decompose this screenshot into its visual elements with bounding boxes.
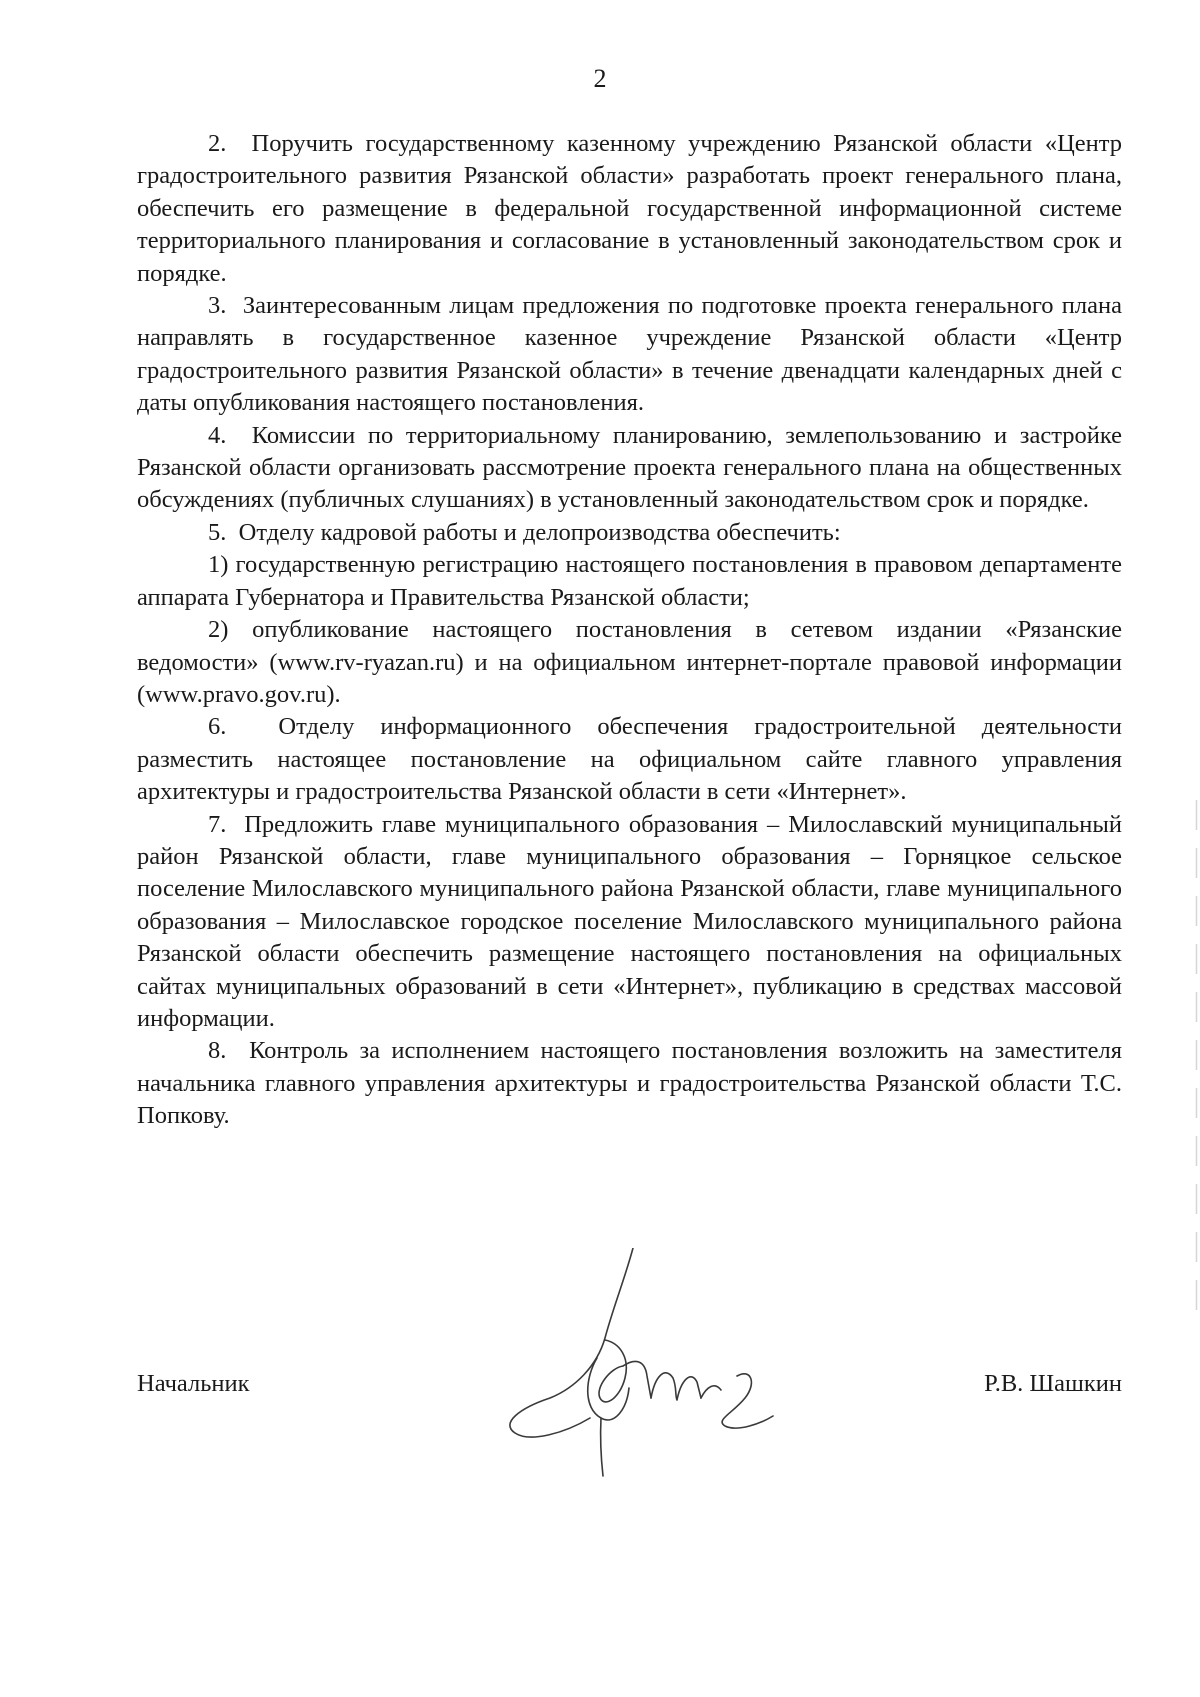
paragraph-8: 8. Контроль за исполнением настоящего постановления возложить на заместителя начальника главного управления архитектуры и градостроительства Рязанской области Т.С. Попкову. xyxy=(137,1037,1122,1130)
handwritten-signature xyxy=(505,1248,805,1478)
paragraph-5-item-1: 1) государственную регистрацию настоящего постановления в правовом департаменте аппарата Губернатора и Правительства Рязанской области; xyxy=(137,551,1122,611)
paragraph-5: 5. Отделу кадровой работы и делопроизводства обеспечить: xyxy=(208,518,841,546)
scan-edge-mark xyxy=(1195,800,1198,1320)
paragraph-2: 2. Поручить государственному казенному учреждению Рязанской области «Центр градостроительного развития Рязанской области» разработать проект генерального плана, обеспечить его размещение в федеральной государственной информационной системе территориального планирования и согласование в установленный законодательством срок и порядке. xyxy=(137,130,1122,287)
signatory-position: Начальник xyxy=(137,1370,250,1397)
page-number: 2 xyxy=(593,64,607,93)
paragraph-6: 6. Отделу информационного обеспечения градостроительной деятельности разместить настоящее постановление на официальном сайте главного управления архитектуры и градостроительства Рязанской области в сети «Интернет». xyxy=(137,713,1122,806)
paragraph-3: 3. Заинтересованным лицам предложения по подготовке проекта генерального плана направлять в государственное казенное учреждение Рязанской области «Центр градостроительного развития Рязанской области» в течение двенадцати календарных дней с даты опубликования настоящего постановления. xyxy=(137,292,1122,417)
paragraph-5-item-2: 2) опубликование настоящего постановления в сетевом издании «Рязанские ведомости» (www.rv-ryazan.ru) и на официальном интернет-портале правовой информации (www.pravo.gov.ru). xyxy=(137,616,1122,708)
signatory-name: Р.В. Шашкин xyxy=(984,1370,1122,1397)
paragraph-7: 7. Предложить главе муниципального образования – Милославский муниципальный район Рязанской области, главе муниципального образования – Горняцкое сельское поселение Милославского муниципального района Рязанской области, главе муниципального образования – Милославское городское поселение Милославского муниципального района Рязанской области обеспечить размещение настоящего постановления на официальных сайтах муниципальных образований в сети «Интернет», публикацию в средствах массовой информации. xyxy=(137,810,1122,1032)
signature-block xyxy=(137,1368,1122,1408)
paragraph-4: 4. Комиссии по территориальному планированию, землепользованию и застройке Рязанской области организовать рассмотрение проекта генерального плана на общественных обсуждениях (публичных слушаниях) в установленный законодательством срок и порядке. xyxy=(137,421,1122,514)
document-body xyxy=(137,128,1122,1133)
